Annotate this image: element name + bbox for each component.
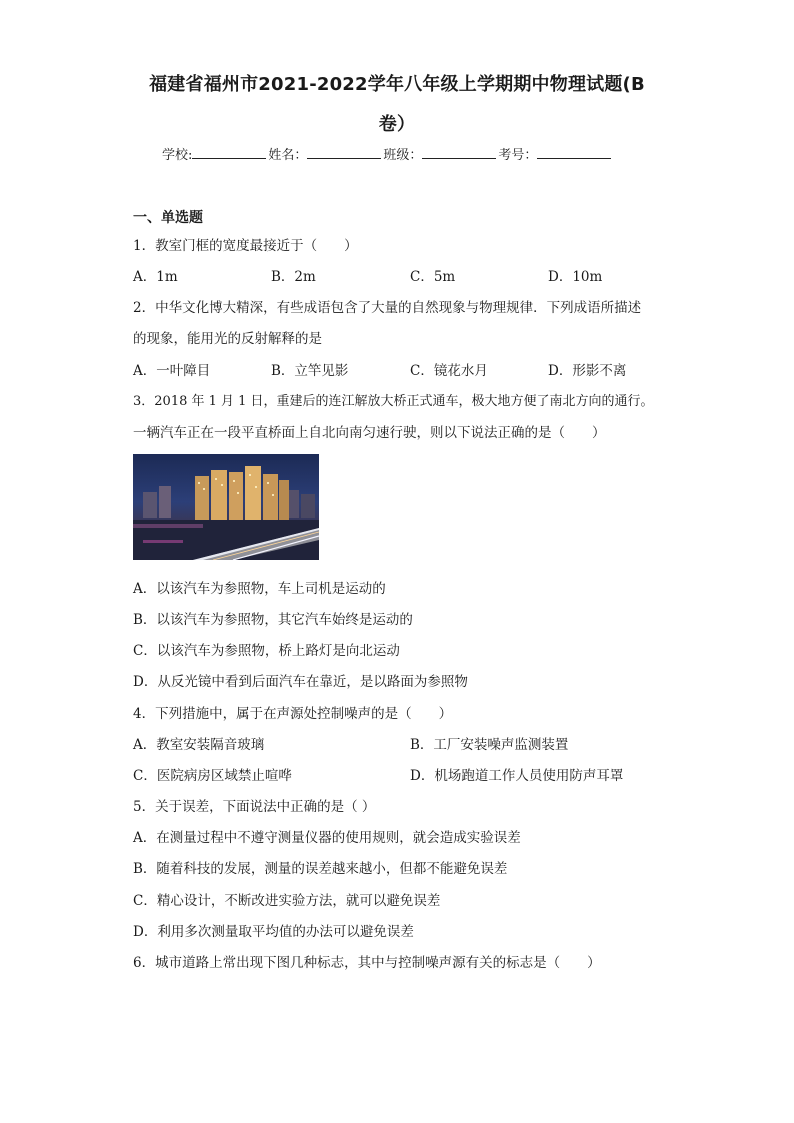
class-label: 班级：	[383, 148, 423, 163]
question-5-option-c: C．精心设计，不断改进实验方法，就可以避免误差	[133, 893, 441, 909]
number-label: 考号：	[498, 148, 538, 163]
name-label: 姓名：	[268, 148, 308, 163]
question-5-stem: 5．关于误差，下面说法中正确的是（ ）	[133, 799, 376, 815]
question-6-stem: 6．城市道路上常出现下图几种标志，其中与控制噪声源有关的标志是（ ）	[133, 955, 601, 971]
name-blank[interactable]	[307, 145, 381, 159]
exam-title-line2: 卷）	[378, 114, 416, 135]
question-3-option-b: B．以该汽车为参照物，其它汽车始终是运动的	[133, 612, 413, 628]
question-2-stem-line2: 的现象，能用光的反射解释的是	[133, 331, 322, 347]
question-3-option-d: D．从反光镜中看到后面汽车在靠近，是以路面为参照物	[133, 674, 468, 690]
question-2-option-b: B．立竿见影	[271, 363, 349, 379]
question-3-stem-line2: 一辆汽车正在一段平直桥面上自北向南匀速行驶，则以下说法正确的是（ ）	[133, 425, 606, 441]
question-2-option-c: C．镜花水月	[410, 363, 488, 379]
question-2-option-d: D．形影不离	[548, 363, 627, 379]
question-2-stem-line1: 2．中华文化博大精深，有些成语包含了大量的自然现象与物理规律．下列成语所描述	[133, 300, 642, 316]
question-4-option-d: D．机场跑道工作人员使用防声耳罩	[410, 768, 624, 784]
exam-title-line1: 福建省福州市2021-2022学年八年级上学期期中物理试题(B	[149, 74, 645, 95]
question-4-option-b: B．工厂安装噪声监测装置	[410, 737, 569, 753]
student-info-row	[162, 144, 613, 163]
question-4-option-a: A．教室安装隔音玻璃	[133, 737, 265, 753]
question-1-stem: 1．教室门框的宽度最接近于（ ）	[133, 238, 358, 254]
number-blank[interactable]	[537, 145, 611, 159]
bridge-night-photo	[133, 454, 319, 560]
question-3-stem-line1: 3．2018 年 1 月 1 日，重建后的连江解放大桥正式通车，极大地方便了南北方向的通行。	[133, 394, 654, 409]
question-4-option-c: C．医院病房区域禁止喧哗	[133, 768, 292, 784]
school-label: 学校:	[162, 148, 193, 163]
class-blank[interactable]	[422, 145, 496, 159]
question-4-stem: 4．下列措施中，属于在声源处控制噪声的是（ ）	[133, 706, 453, 722]
question-5-option-d: D．利用多次测量取平均值的办法可以避免误差	[133, 924, 414, 940]
question-1-option-b: B．2m	[271, 269, 316, 285]
question-2-option-a: A．一叶障目	[133, 363, 211, 379]
question-5-option-a: A．在测量过程中不遵守测量仪器的使用规则，就会造成实验误差	[133, 830, 521, 846]
section-heading: 一、单选题	[133, 210, 203, 226]
bridge-night-illustration	[133, 454, 319, 560]
school-blank[interactable]	[192, 145, 266, 159]
question-1-option-a: A．1m	[133, 269, 178, 285]
question-3-option-a: A．以该汽车为参照物，车上司机是运动的	[133, 581, 386, 597]
question-1-option-c: C．5m	[410, 269, 456, 285]
question-5-option-b: B．随着科技的发展，测量的误差越来越小，但都不能避免误差	[133, 861, 508, 877]
question-3-option-c: C．以该汽车为参照物，桥上路灯是向北运动	[133, 643, 400, 659]
question-1-option-d: D．10m	[548, 269, 603, 285]
